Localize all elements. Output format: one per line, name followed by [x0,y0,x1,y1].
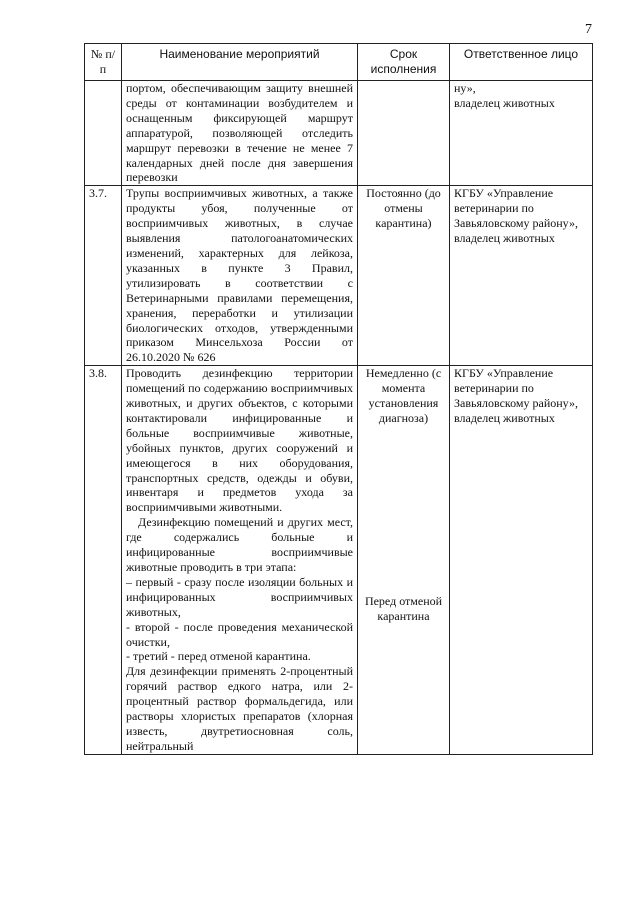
row-name: портом, обеспечивающим защиту внешней среды от контаминации возбудителем и оснащенным фиксирующей маршрут аппаратурой, позволяющей отследить маршрут перевозки в течение не менее 7 календарных дней после дня завершения перевозки [122,81,358,186]
term-immediately: Немедленно (с момента установления диагноза) [365,366,442,425]
header-responsible: Ответственное лицо [450,44,593,81]
row-responsible: КГБУ «Управление ветеринарии по Завьяловскому району», владелец животных [450,186,593,366]
row-term [358,81,450,186]
row-num: 3.7. [85,186,122,366]
row-term: Постоянно (до отмены карантина) [358,186,450,366]
page-number: 7 [585,22,592,37]
list-item: – первый - сразу после изоляции больных и инфицированных восприимчивых животных, [126,574,353,619]
header-name: Наименование мероприятий [122,44,358,81]
measures-table [84,43,593,755]
row-name: Трупы восприимчивых животных, а также продукты убоя, полученные от восприимчивых животных, в случае выявления патологоанатомических изменений, характерных для лейкоза, указанных в пункте 3 Правил, утилизировать в соответствии с Ветеринарными правилами перемещения, хранения, переработки и утилизации биологических отходов, утвержденными приказом Минсельхоза России от 26.10.2020 № 626 [122,186,358,366]
row-num [85,81,122,186]
row-num: 3.8. [85,366,122,755]
header-num: № п/п [85,44,122,81]
paragraph: Для дезинфекции применять 2-процентный горячий раствор едкого натра, или 2-процентный раствор формальдегида, или растворы хлористых препаратов (хлорная известь, двутретиосновная соль, нейтральный [126,664,353,753]
row-responsible: КГБУ «Управление ветеринарии по Завьяловскому району», владелец животных [450,366,593,755]
term-before-quarantine-end: Перед отменой карантина [364,593,443,623]
table-row [85,186,593,366]
table-header-row [85,44,593,81]
row-term [358,366,450,755]
row-responsible: ну», владелец животных [450,81,593,186]
spacer [362,426,445,594]
header-term: Срок исполнения [358,44,450,81]
paragraph: Проводить дезинфекцию территории помещений по содержанию восприимчивых животных, и других объектов, с которыми контактировали инфицированные и больные восприимчивые животные, убойных пунктов, других сооружений и имеющегося в них оборудования, транспортных средств, одежды и обуви, инвентаря и предметов ухода за восприимчивыми животными. [126,366,353,515]
table-row [85,81,593,186]
row-name [122,366,358,755]
table-row [85,366,593,755]
list-item: - третий - перед отменой карантина. [126,649,311,664]
list-item: - второй - после проведения механической очистки, [126,619,353,649]
paragraph: Дезинфекцию помещений и других мест, где содержались больные и инфицированные восприимчивые животные проводить в три этапа: [126,515,353,574]
